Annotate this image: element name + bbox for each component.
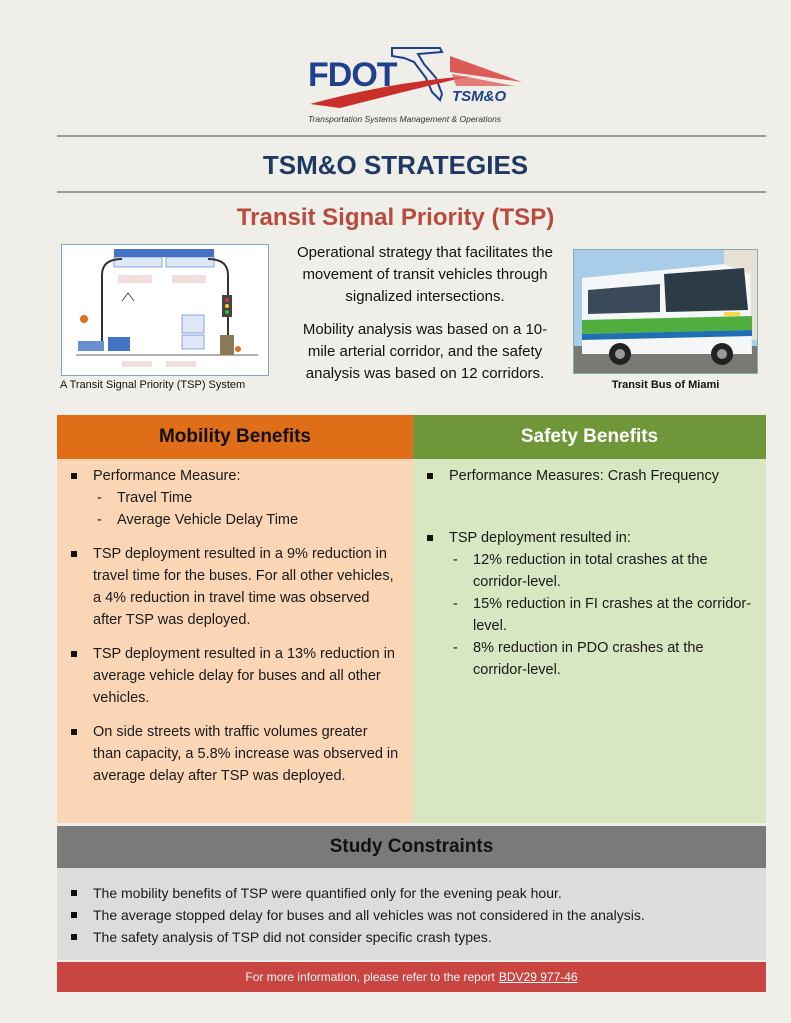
list-item: TSP deployment resulted in a 9% reduction in travel time for the buses. For all other vehicles, a 4% reduction in travel time was observed after TSP was deployed. [57, 543, 399, 631]
safety-benefits-panel [413, 459, 766, 823]
study-constraints-heading: Study Constraints [57, 826, 766, 868]
safety-results [449, 549, 754, 681]
mobility-benefits-heading: Mobility Benefits [57, 415, 413, 459]
diagram-caption: A Transit Signal Priority (TSP) System [60, 379, 246, 391]
list-item: - 8% reduction in PDO crashes at the corridor-level. [449, 637, 754, 681]
list-item: - Travel Time [93, 487, 399, 509]
footer-text: For more information, please refer to the report [245, 970, 495, 984]
mobility-list [57, 459, 413, 787]
list-item: On side streets with traffic volumes greater than capacity, a 5.8% increase was observed in average delay after TSP was deployed. [57, 721, 399, 787]
list-item [413, 527, 754, 681]
banner-title: TSM&O STRATEGIES [262, 150, 529, 180]
logo-brand: FDOT [308, 56, 397, 94]
top-divider [57, 135, 766, 137]
mobility-measures [93, 487, 399, 531]
transit-bus-photo [573, 249, 758, 374]
list-item: TSP deployment resulted in a 13% reduction in average vehicle delay for buses and all other vehicles. [57, 643, 399, 709]
intro-paragraph-2: Mobility analysis was based on a 10-mile arterial corridor, and the safety analysis was based on 12 corridors. [302, 321, 548, 382]
photo-caption: Transit Bus of Miami [611, 379, 720, 391]
mobility-benefits-panel [57, 459, 413, 823]
safety-list [413, 459, 766, 681]
list-item: - 12% reduction in total crashes at the corridor-level. [449, 549, 754, 593]
fdot-tsmo-logo [300, 42, 530, 128]
page-title: Transit Signal Priority (TSP) [236, 204, 555, 231]
tsp-system-diagram [61, 244, 269, 376]
list-item [57, 465, 399, 531]
safety-benefits-heading: Safety Benefits [413, 415, 766, 459]
safety-result-label: TSP deployment resulted in: [449, 530, 631, 546]
list-item: The average stopped delay for buses and all vehicles was not considered in the analysis. [57, 904, 766, 926]
list-item: Performance Measures: Crash Frequency [413, 465, 754, 487]
report-link[interactable]: BDV29 977-46 [498, 970, 578, 984]
study-constraints-panel [57, 868, 766, 960]
constraints-list [57, 882, 766, 948]
footer-banner [57, 962, 766, 992]
logo-program: TSM&O [452, 88, 507, 105]
logo-subtitle: Transportation Systems Management & Operations [308, 114, 502, 124]
list-item: The mobility benefits of TSP were quantified only for the evening peak hour. [57, 882, 766, 904]
list-item: - Average Vehicle Delay Time [93, 509, 399, 531]
title-divider [57, 191, 766, 193]
list-item: - 15% reduction in FI crashes at the corridor-level. [449, 593, 754, 637]
intro-text [290, 242, 560, 385]
intro-paragraph-1: Operational strategy that facilitates the movement of transit vehicles through signalized intersections. [297, 244, 553, 305]
list-item: The safety analysis of TSP did not consider specific crash types. [57, 926, 766, 948]
mobility-measure-label: Performance Measure: [93, 468, 241, 484]
